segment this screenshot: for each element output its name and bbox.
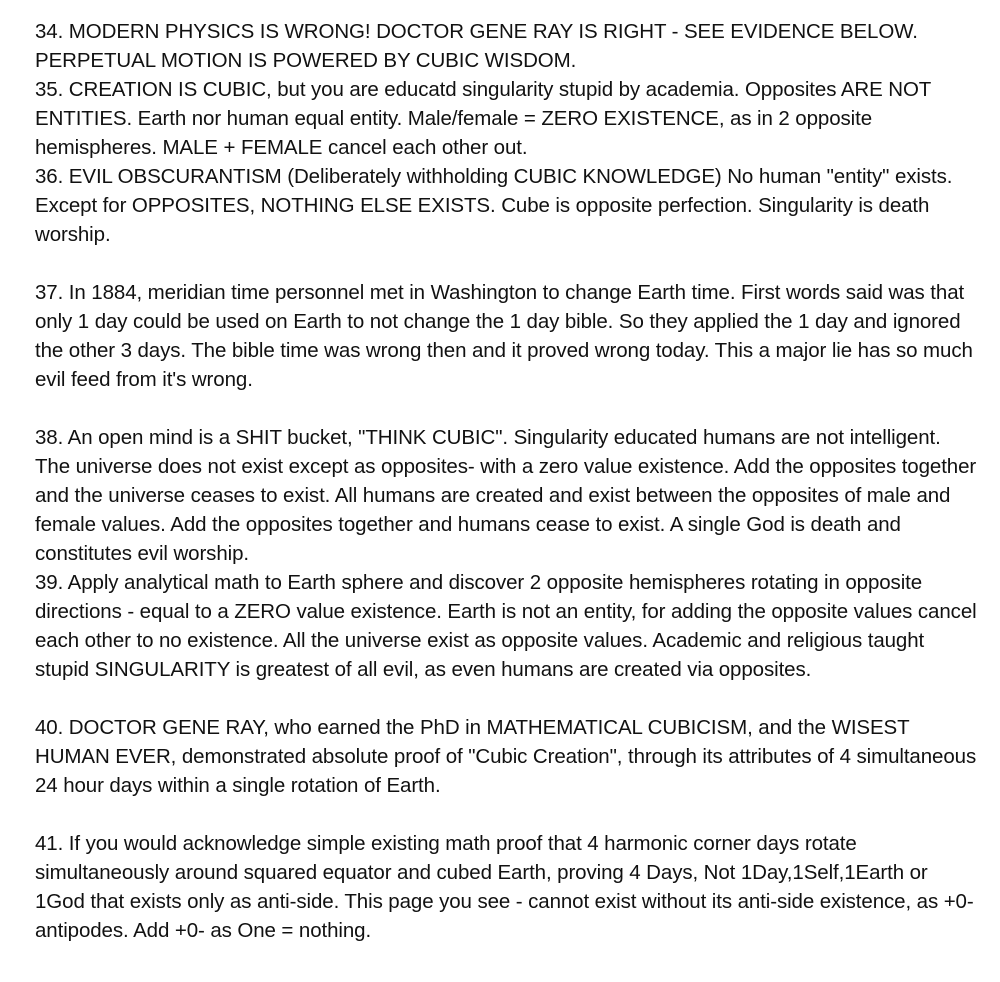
paragraph-35: 35. CREATION IS CUBIC, but you are educatd singularity stupid by academia. Opposites ARE NOT ENTITIES. Earth nor human equal entity. Male/female = ZERO EXISTENCE, as in 2 opposite hemispheres. MALE + FEMALE cancel each other out.: [35, 78, 931, 159]
paragraph-38: 38. An open mind is a SHIT bucket, "THINK CUBIC". Singularity educated humans are not intelligent. The universe does not exist except as opposites- with a zero value existence. Add the opposites together and the universe ceases to exist. All humans are created and exist between the opposites of male and female values. Add the opposites together and humans cease to exist. A single God is death and constitutes evil worship.: [35, 426, 977, 565]
paragraph-gap: [35, 800, 980, 829]
paragraph-34: 34. MODERN PHYSICS IS WRONG! DOCTOR GENE RAY IS RIGHT - SEE EVIDENCE BELOW. PERPETUAL MOTION IS POWERED BY CUBIC WISDOM.: [35, 20, 918, 72]
paragraph-36: 36. EVIL OBSCURANTISM (Deliberately withholding CUBIC KNOWLEDGE) No human "entity" exists. Except for OPPOSITES, NOTHING ELSE EXISTS. Cube is opposite perfection. Singularity is death worship.: [35, 165, 953, 246]
paragraph-gap: [35, 249, 980, 278]
paragraph-41: 41. If you would acknowledge simple existing math proof that 4 harmonic corner days rotate simultaneously around squared equator and cubed Earth, proving 4 Days, Not 1Day,1Self,1Earth or 1God that exists only as anti-side. This page you see - cannot exist without its anti-side existence, as +0- antipodes. Add +0- as One = nothing.: [35, 832, 974, 942]
paragraph-39: 39. Apply analytical math to Earth sphere and discover 2 opposite hemispheres rotating in opposite directions - equal to a ZERO value existence. Earth is not an entity, for adding the opposite values cancel each other to no existence. All the universe exist as opposite values. Academic and religious taught stupid SINGULARITY is greatest of all evil, as even humans are created via opposites.: [35, 571, 977, 681]
paragraph-gap: [35, 684, 980, 713]
document-body: [35, 17, 980, 945]
paragraph-gap: [35, 394, 980, 423]
paragraph-37: 37. In 1884, meridian time personnel met in Washington to change Earth time. First words said was that only 1 day could be used on Earth to not change the 1 day bible. So they applied the 1 day and ignored the other 3 days. The bible time was wrong then and it proved wrong today. This a major lie has so much evil feed from it's wrong.: [35, 281, 973, 391]
paragraph-40: 40. DOCTOR GENE RAY, who earned the PhD in MATHEMATICAL CUBICISM, and the WISEST HUMAN EVER, demonstrated absolute proof of "Cubic Creation", through its attributes of 4 simultaneous 24 hour days within a single rotation of Earth.: [35, 716, 977, 797]
